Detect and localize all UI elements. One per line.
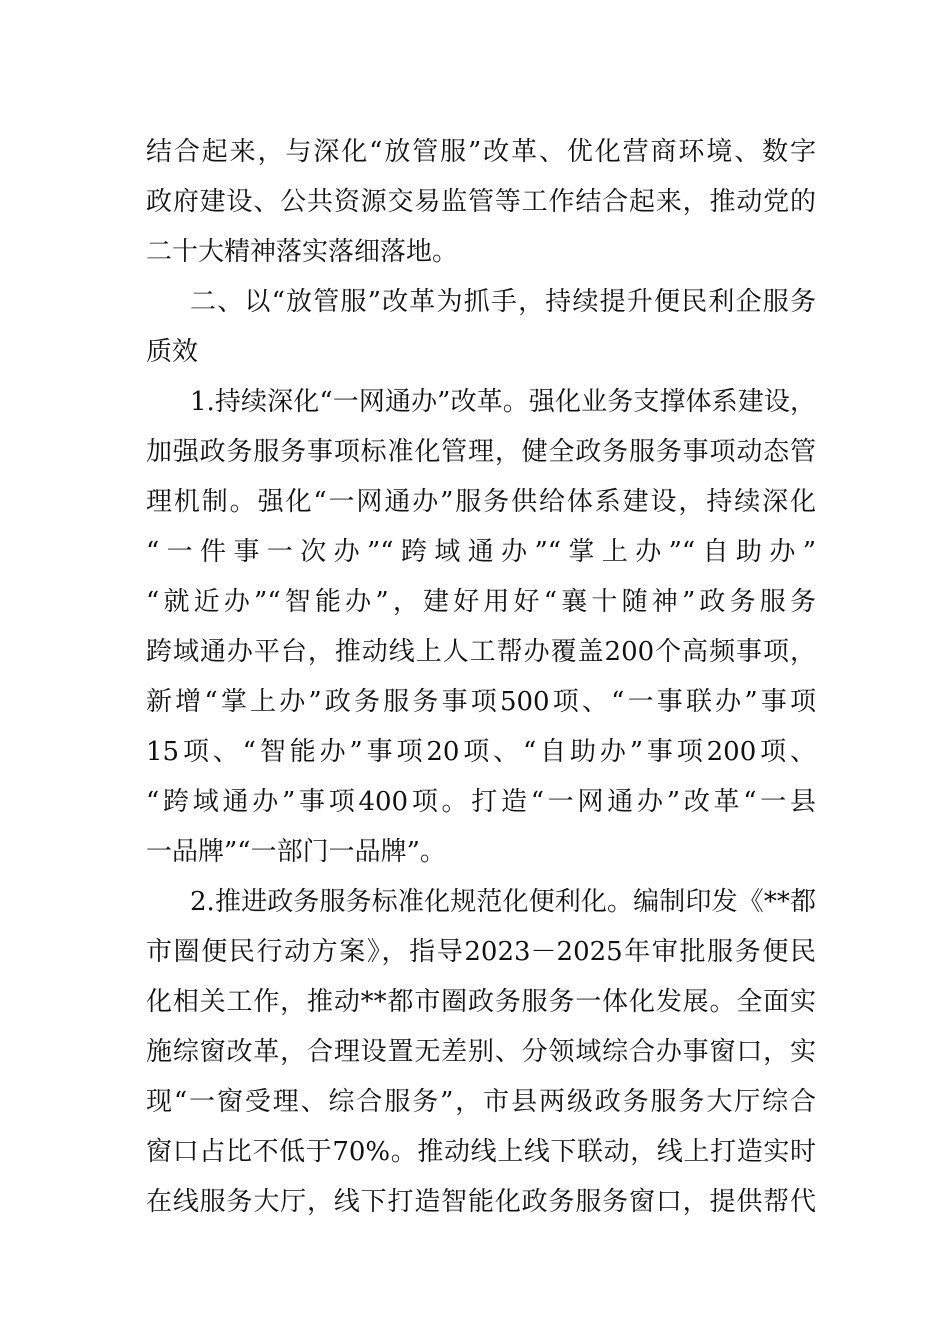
section-heading-continuation: 质效	[146, 337, 199, 367]
text-line: 二十大精神落实落细落地。	[146, 237, 459, 267]
text-line: 跨域通办平台，推动线上人工帮办覆盖200个高频事项，	[146, 637, 816, 667]
text-line: 理机制。强化“一网通办”服务供给体系建设，持续深化	[146, 487, 816, 517]
text-line: 在线服务大厅，线下打造智能化政务服务窗口，提供帮代	[146, 1187, 816, 1217]
text-line: 2.推进政务服务标准化规范化便利化。编制印发《**都	[190, 887, 816, 917]
text-line: 政府建设、公共资源交易监管等工作结合起来，推动党的	[146, 187, 816, 217]
text-line: “跨域通办”事项400项。打造“一网通办”改革“一县	[146, 787, 816, 817]
text-line: 加强政务服务事项标准化管理，健全政务服务事项动态管	[146, 437, 816, 467]
text-line: 15项、“智能办”事项20项、“自助办”事项200项、	[146, 737, 816, 767]
text-line: 市圈便民行动方案》，指导2023－2025年审批服务便民	[146, 937, 816, 967]
text-line: 新增“掌上办”政务服务事项500项、“一事联办”事项	[146, 687, 816, 717]
text-line: 现“一窗受理、综合服务”，市县两级政务服务大厅综合	[146, 1087, 816, 1117]
text-line: 结合起来，与深化“放管服”改革、优化营商环境、数字	[146, 137, 816, 167]
text-line: 一品牌”“一部门一品牌”。	[146, 837, 446, 867]
text-line: 施综窗改革，合理设置无差别、分领域综合办事窗口，实	[146, 1037, 816, 1067]
section-heading: 二、以“放管服”改革为抓手，持续提升便民利企服务	[190, 287, 816, 317]
text-line: 1.持续深化“一网通办”改革。强化业务支撑体系建设，	[190, 387, 816, 417]
text-line: “一件事一次办”“跨域通办”“掌上办”“自助办”	[146, 537, 816, 567]
text-line: 窗口占比不低于70%。推动线上线下联动，线上打造实时	[146, 1137, 816, 1167]
text-line: “就近办”“智能办”，建好用好“襄十随神”政务服务	[146, 587, 816, 617]
text-line: 化相关工作，推动**都市圈政务服务一体化发展。全面实	[146, 987, 816, 1017]
